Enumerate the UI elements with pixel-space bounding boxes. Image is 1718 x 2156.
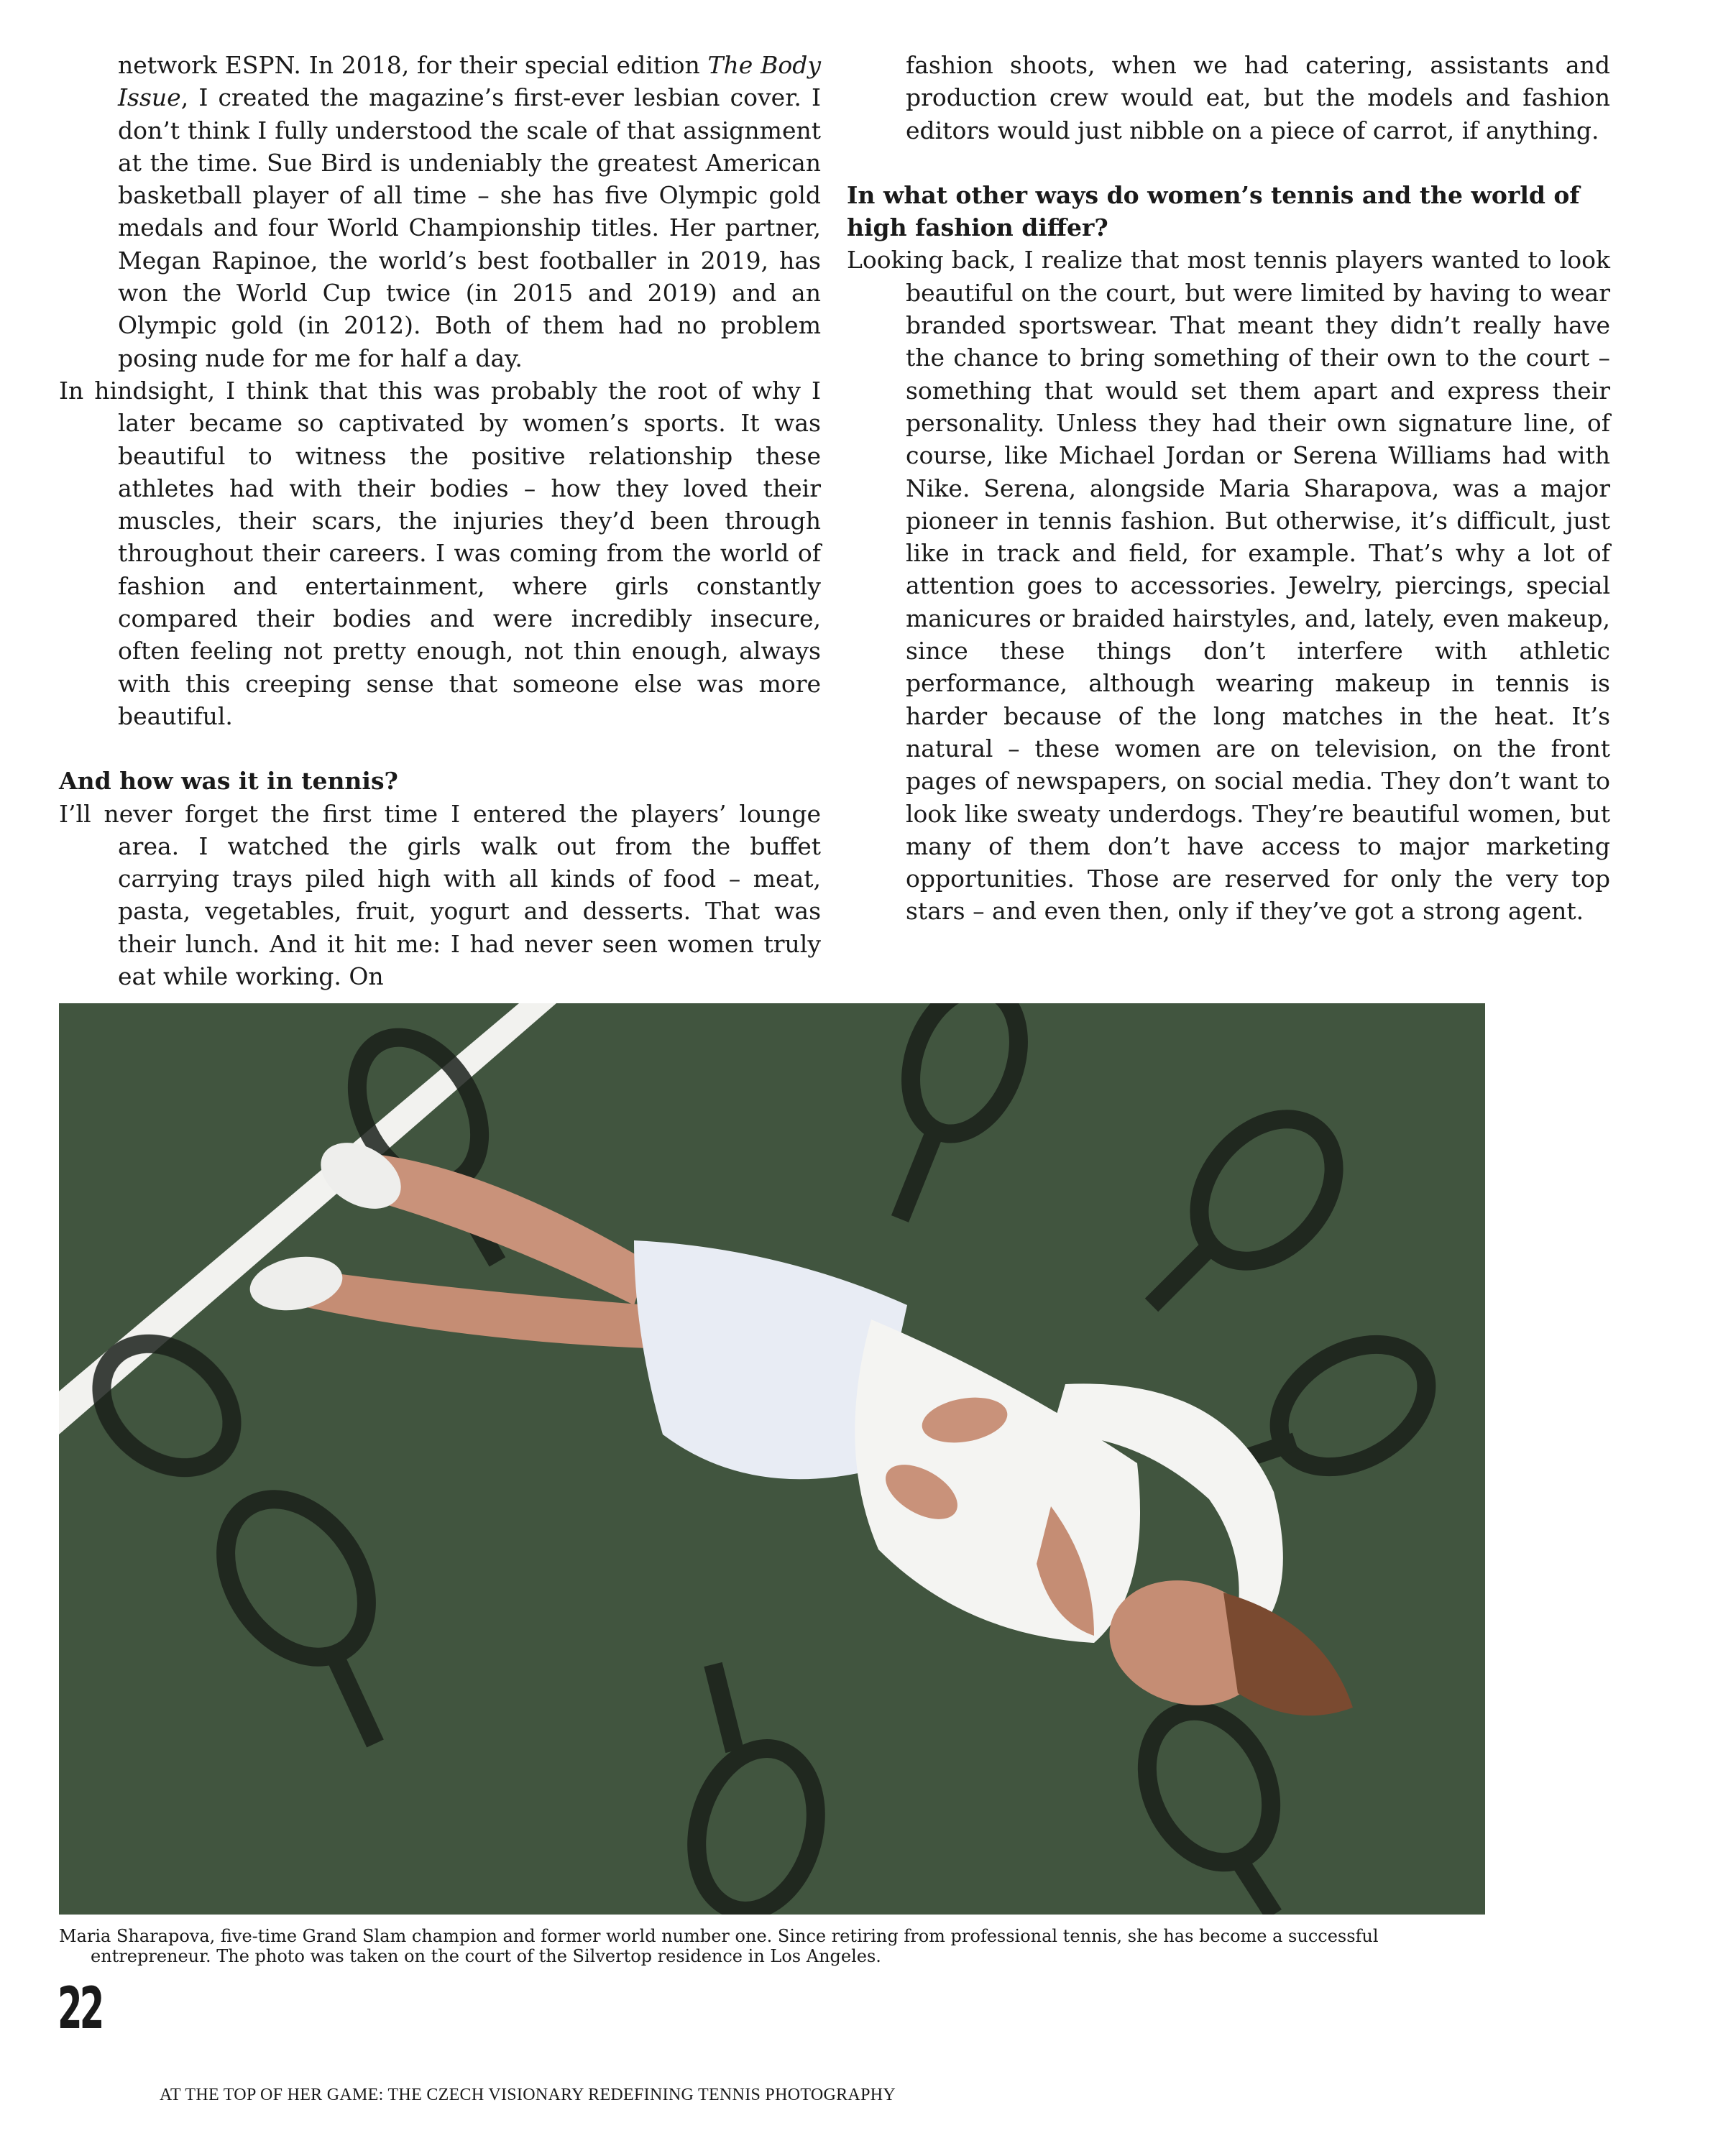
- running-title: AT THE TOP OF HER GAME: THE CZECH VISIONARY REDEFINING TENNIS PHOTOGRAPHY: [160, 2086, 896, 2104]
- interview-question: In what other ways do women’s tennis and the world of high fashion differ?: [847, 180, 1580, 242]
- left-column: [59, 49, 821, 992]
- magazine-title: The Body Issue: [118, 51, 821, 112]
- paragraph-text: , I created the magazine’s first-ever lesbian cover. I don’t think I fully understood the scale of that assignment at the time. Sue Bird is undeniably the greatest American basketball player of all time – she has five Olympic gold medals and four World Championship titles. Her partner, Megan Rapinoe, the world’s best footballer in 2019, has won the World Cup twice (in 2015 and 2019) and an Olympic gold (in 2012). Both of them had no problem posing nude for me for half a day.: [118, 83, 821, 372]
- page-number: 22: [58, 1975, 102, 2042]
- paragraph: Looking back, I realize that most tennis players wanted to look beautiful on the court, but were limited by having to wear branded sportswear. That meant they didn’t really have the chance to bring something of their own to the court – something that would set them apart and express their personality. Unless they had their own signature line, of course, like Michael Jordan or Serena Williams had with Nike. Serena, alongside Maria Sharapova, was a major pioneer in tennis fashion. But otherwise, it’s difficult, just like in track and field, for example. That’s why a lot of attention goes to accessories. Jewelry, piercings, special manicures or braided hairstyles, and, lately, even makeup, since these things don’t interfere with athletic performance, although wearing makeup in tennis is harder because of the long matches in the heat. It’s natural – these women are on television, on the front pages of newspapers, on social media. They don’t want to look like sweaty underdogs. They’re beautiful women, but many of them don’t have access to major marketing opportunities. Those are reserved for only the very top stars – and even then, only if they’ve got a strong agent.: [847, 246, 1610, 926]
- paragraph: fashion shoots, when we had catering, assistants and production crew would eat, but the models and fashion editors would just nibble on a piece of carrot, if anything.: [906, 51, 1610, 144]
- caption-text: Maria Sharapova, five-time Grand Slam champion and former world number one. Since retiring from professional tennis, she has become a successful entrepreneur. The photo was taken on the court of the Silvertop residence in Los Angeles.: [59, 1926, 1379, 1966]
- right-column: [847, 49, 1610, 928]
- tennis-court-photo: [59, 1003, 1485, 1915]
- paragraph: I’ll never forget the first time I entered the players’ lounge area. I watched the girls walk out from the buffet carrying trays piled high with all kinds of food – meat, pasta, vegetables, fruit, yogurt and desserts. That was their lunch. And it hit me: I had never seen women truly eat while working. On: [59, 799, 821, 991]
- photo-caption: [59, 1926, 1425, 1966]
- paragraph: In hindsight, I think that this was probably the root of why I later became so captivated by women’s sports. It was beautiful to witness the positive relationship these athletes had with their bodies – how they loved their muscles, their scars, the injuries they’d been through throughout their careers. I was coming from the world of fashion and entertainment, where girls constantly compared their bodies and were incredibly insecure, often feeling not pretty enough, not thin enough, always with this creeping sense that someone else was more beautiful.: [59, 376, 821, 730]
- paragraph-text: network ESPN. In 2018, for their special edition: [118, 51, 708, 79]
- paragraph: [59, 49, 821, 374]
- interview-question: And how was it in tennis?: [59, 767, 398, 796]
- feature-photo: [59, 1003, 1485, 1915]
